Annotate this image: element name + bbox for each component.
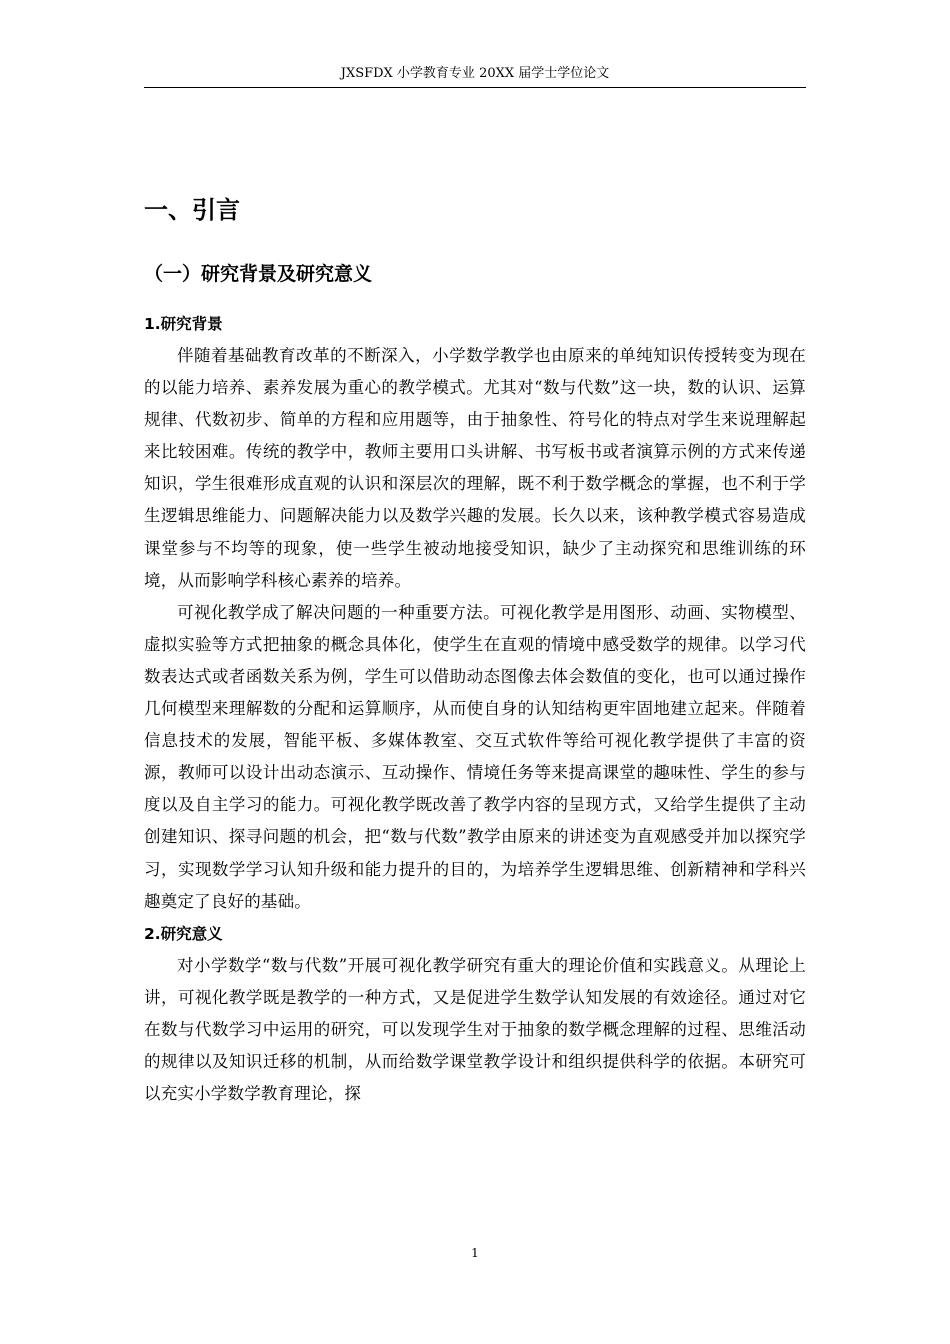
page-body [144,190,806,1110]
running-header: JXSFDX 小学教育专业 20XX 届学士学位论文 [340,66,610,81]
paragraph: 可视化教学成了解决问题的一种重要方法。可视化教学是用图形、动画、实物模型、虚拟实验等方式把抽象的概念具体化，使学生在直观的情境中感受数学的规律。以学习代数表达式或者函数关系为例，学生可以借助动态图像去体会数值的变化，也可以通过操作几何模型来理解数的分配和运算顺序，从而使自身的认知结构更牢固地建立起来。伴随着信息技术的发展，智能平板、多媒体教室、交互式软件等给可视化教学提供了丰富的资源，教师可以设计出动态演示、互动操作、情境任务等来提高课堂的趣味性、学生的参与度以及自主学习的能力。可视化教学既改善了教学内容的呈现方式，又给学生提供了主动创建知识、探寻问题的机会，把“数与代数”教学由原来的讲述变为直观感受并加以探究学习，实现数学学习认知升级和能力提升的目的，为培养学生逻辑思维、创新精神和学科兴趣奠定了良好的基础。 [144,602,806,911]
chapter-title: 一、引言 [144,196,240,224]
page-number: 1 [471,1246,479,1260]
paragraph: 伴随着基础教育改革的不断深入，小学数学教学也由原来的单纯知识传授转变为现在的以能力培养、素养发展为重心的教学模式。尤其对“数与代数”这一块，数的认识、运算规律、代数初步、简单的方程和应用题等，由于抽象性、符号化的特点对学生来说理解起来比较困难。传统的教学中，教师主要用口头讲解、书写板书或者演算示例的方式来传递知识，学生很难形成直观的认识和深层次的理解，既不利于数学概念的掌握，也不利于学生逻辑思维能力、问题解决能力以及数学兴趣的发展。长久以来，该种教学模式容易造成课堂参与不均等的现象，使一些学生被动地接受知识，缺少了主动探究和思维训练的环境，从而影响学科核心素养的培养。 [144,346,806,590]
section-title: （一）研究背景及研究意义 [144,263,373,285]
paragraph: 对小学数学“数与代数”开展可视化教学研究有重大的理论价值和实践意义。从理论上讲，可视化教学既是教学的一种方式，又是促进学生数学认知发展的有效途径。通过对它在数与代数学习中运用的研究，可以发现学生对于抽象的数学概念理解的过程、思维活动的规律以及知识迁移的机制，从而给数学课堂教学设计和组织提供科学的依据。本研究可以充实小学数学教育理论，探 [144,955,806,1104]
subsection-heading-background: 1.研究背景 [144,315,223,333]
header-rule [144,87,806,88]
subsection-heading-significance: 2.研究意义 [144,924,223,943]
